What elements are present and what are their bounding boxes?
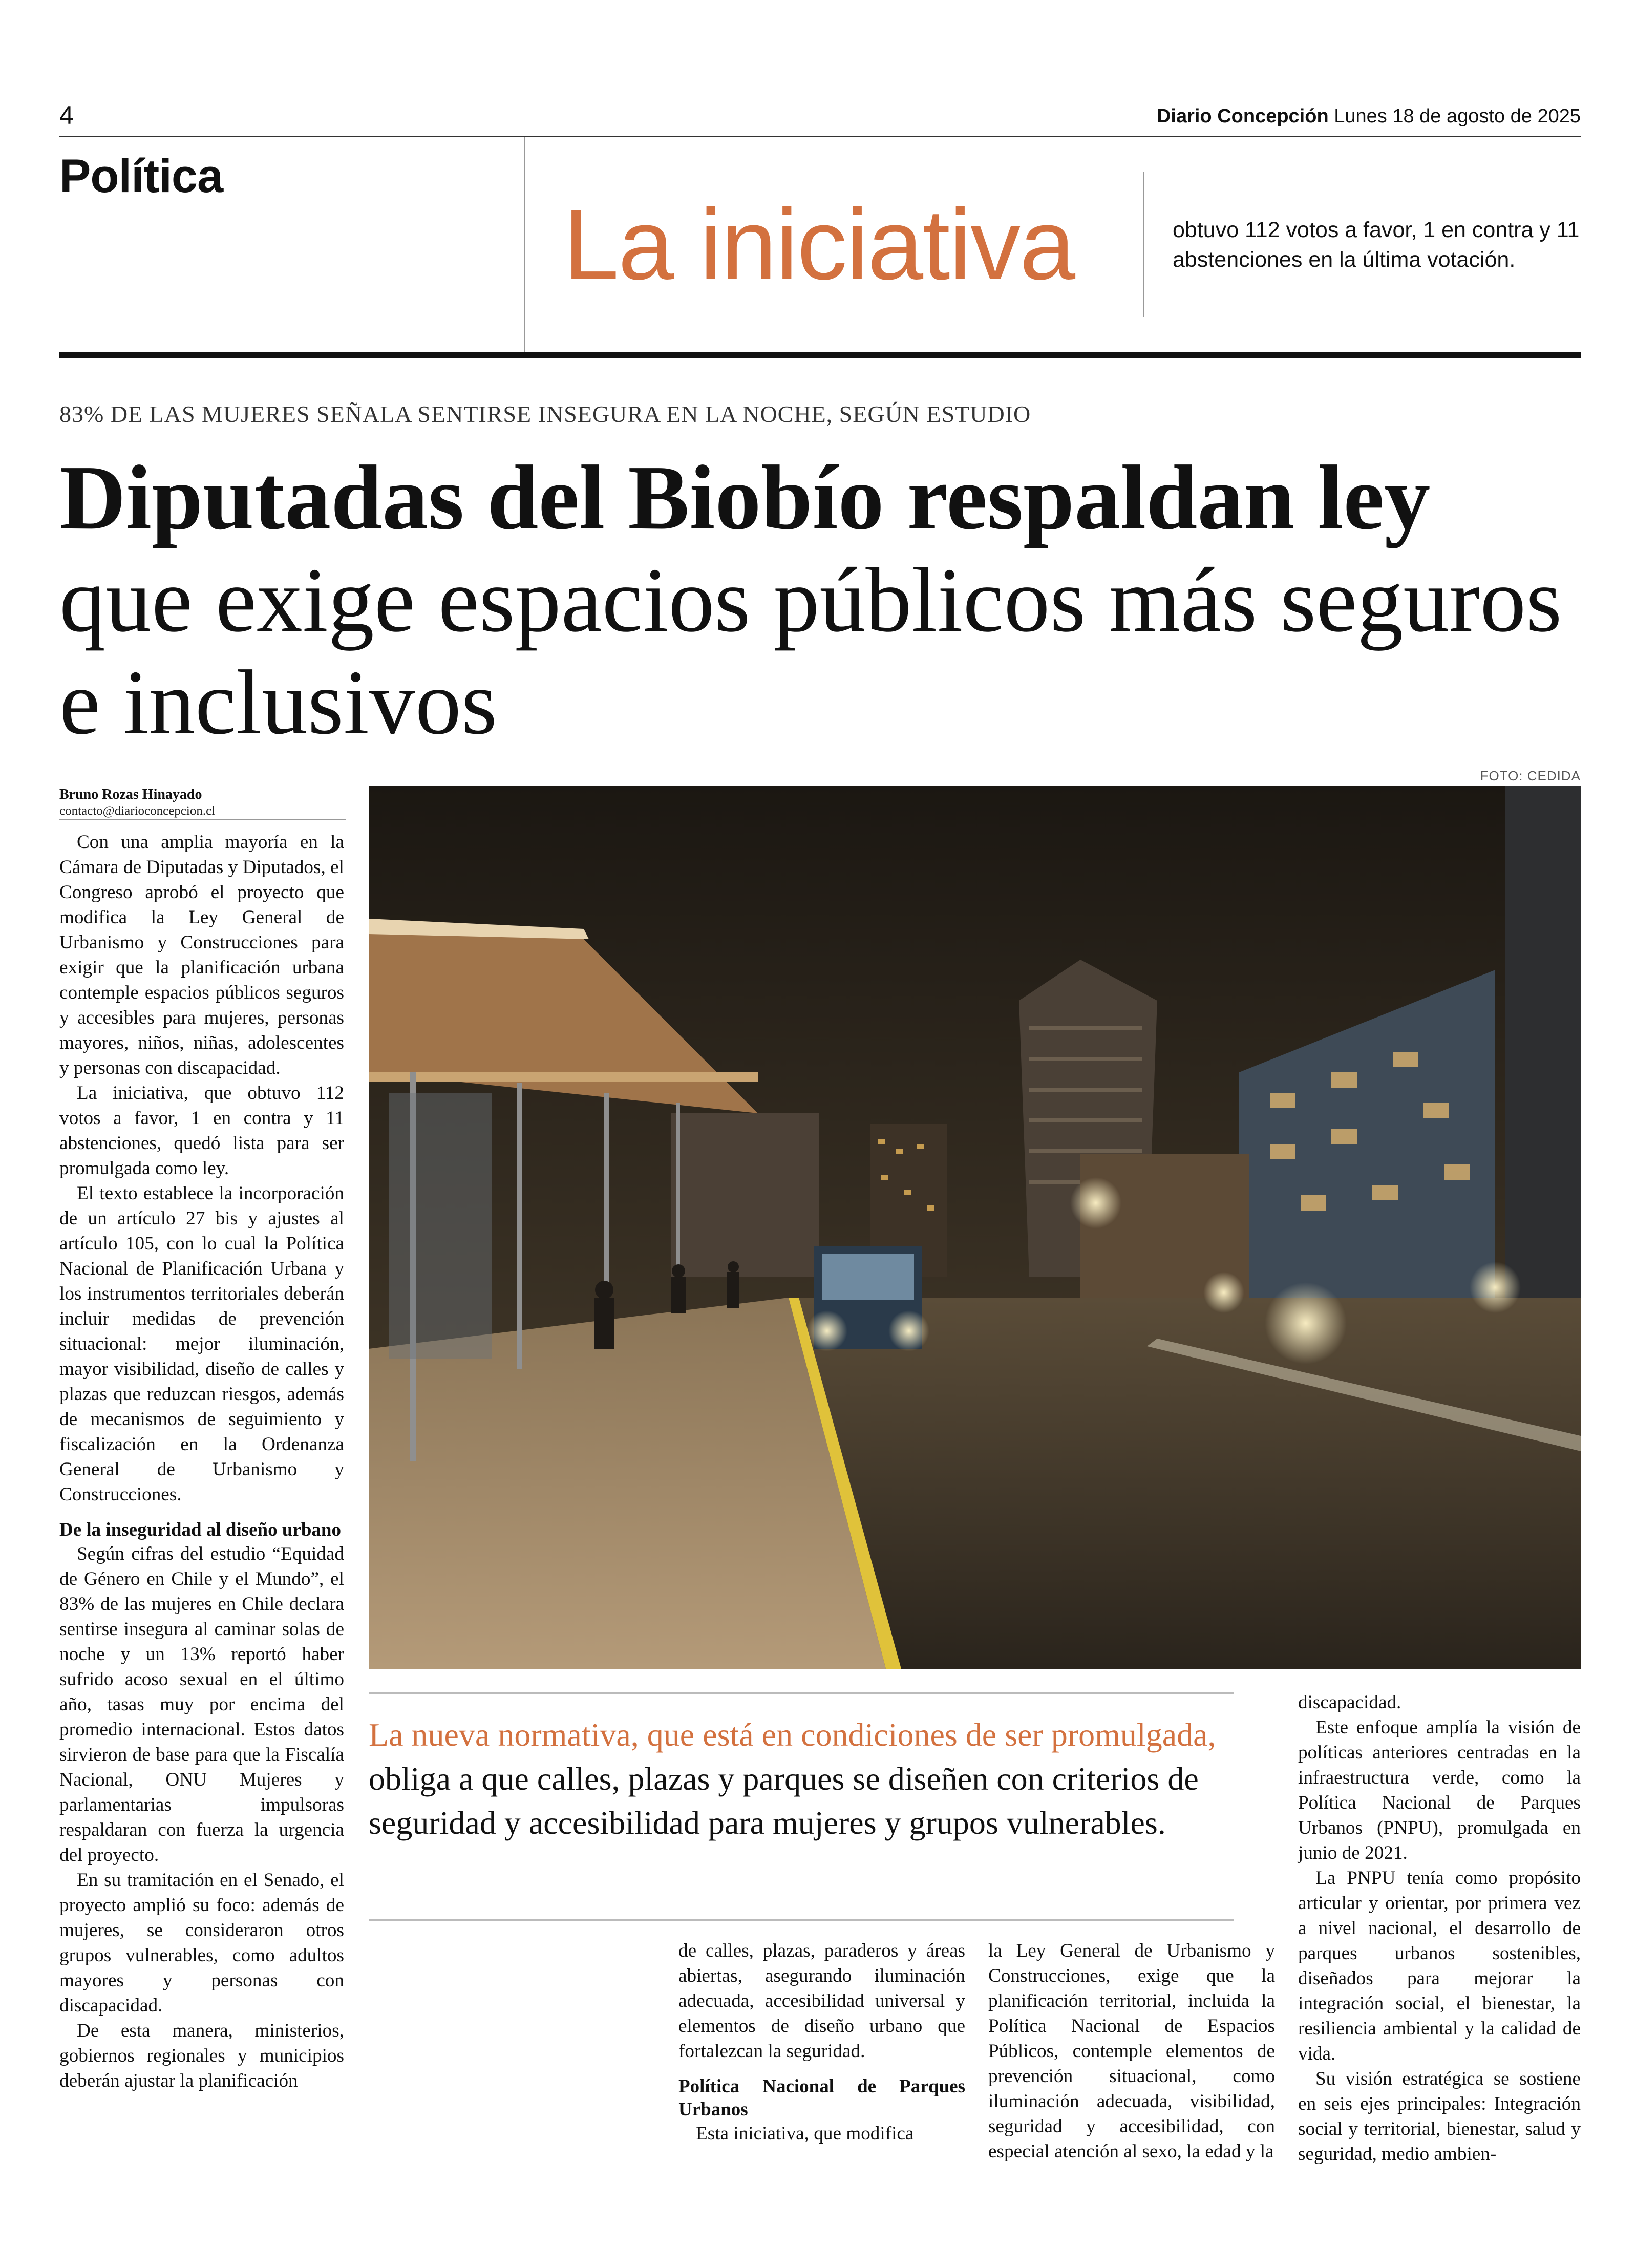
pretitle: 83% DE LAS MUJERES SEÑALA SENTIRSE INSEGURA EN LA NOCHE, SEGÚN ESTUDIO (59, 401, 1031, 427)
header-bottom-rule (59, 352, 1581, 358)
paragraph: discapacidad. (1298, 1692, 1401, 1713)
quote-rule (369, 1692, 1234, 1694)
top-rule (59, 136, 1581, 137)
paragraph: La iniciativa, que obtuvo 112 votos a favor, 1 en contra y 11 abstenciones, quedó lista para ser promulgada como ley. (59, 1083, 344, 1179)
section-label: Política (59, 150, 223, 202)
newspaper-name: Diario Concepción (1156, 105, 1329, 127)
pull-quote-accent: La nueva normativa, que está en condiciones de ser promulgada, (369, 1716, 1216, 1753)
headline-bold: Diputadas del Biobío respaldan ley (59, 447, 1431, 548)
paragraph: de calles, plazas, paraderos y áreas abiertas, asegurando iluminación adecuada, accesibilidad universal y elementos de diseño urbano que fortalezcan la seguridad. (678, 1940, 965, 2062)
quote-rule (369, 1919, 1234, 1921)
subheading: Política Nacional de Parques Urbanos (678, 2076, 965, 2120)
byline (59, 787, 346, 818)
paragraph: El texto establece la incorporación de un artículo 27 bis y ajustes al artículo 105, con lo cual la Política Nacional de Planificación Urbana y los instrumentos territoriales deberán incluir medidas de prevención situacional: mejor iluminación, mayor visibilidad, diseño de calles y plazas que reduzcan riesgos, además de mecanismos de seguimiento y fiscalización en la Ordenanza General de Urbanismo y Construcciones. (59, 1183, 344, 1505)
pull-quote-text: obliga a que calles, plazas y parques se diseñen con criterios de seguridad y accesibilidad para mujeres y grupos vulnerables. (369, 1761, 1199, 1841)
article-column-3 (678, 1938, 965, 2146)
side-kicker: obtuvo 112 votos a favor, 1 en contra y 11 abstenciones en la última votación. (1173, 218, 1580, 272)
pull-quote (369, 1713, 1249, 1845)
article-column-4 (988, 1938, 1275, 2164)
paragraph: Este enfoque amplía la visión de políticas anteriores centradas en la infraestructura verde, como la Política Nacional de Parques Urbanos (PNPU), promulgada en junio de 2021. (1298, 1717, 1581, 1863)
paragraph: Esta iniciativa, que modifica (696, 2123, 914, 2144)
paragraph: La PNPU tenía como propósito articular y orientar, por primera vez a nivel nacional, el desarrollo de parques urbanos sostenibles, diseñados para mejorar la integración social, el bienestar, la resiliencia ambiental y la calidad de vida. (1298, 1868, 1581, 2064)
page-number: 4 (59, 101, 74, 130)
night-street-photo (369, 786, 1581, 1669)
highlight-word: La iniciativa (563, 188, 1075, 301)
header-divider (524, 137, 525, 352)
author-email: contacto@diarioconcepcion.cl (59, 804, 216, 818)
headline (59, 447, 1581, 754)
author-name: Bruno Rozas Hinayado (59, 787, 202, 802)
paragraph: Con una amplia mayoría en la Cámara de Diputadas y Diputados, el Congreso aprobó el proyecto que modifica la Ley General de Urbanismo y Construcciones para exigir que la planificación urbana contemple espacios públicos seguros y accesibles para mujeres, personas mayores, niños, niñas, adolescentes y personas con discapacidad. (59, 832, 344, 1078)
paragraph: Su visión estratégica se sostiene en seis ejes principales: Integración social y territorial, bienestar, salud y seguridad, medio ambien- (1298, 2068, 1581, 2165)
subheading: De la inseguridad al diseño urbano (59, 1519, 341, 1540)
header-divider (1143, 172, 1144, 317)
paragraph: En su tramitación en el Senado, el proyecto amplió su foco: además de mujeres, se consideraron otros grupos vulnerables, como adultos mayores y personas con discapacidad. (59, 1870, 344, 2016)
article-column-5 (1298, 1690, 1581, 2167)
masthead-dateline (1157, 105, 1581, 128)
article-column-1 (59, 830, 344, 2093)
issue-date: Lunes 18 de agosto de 2025 (1334, 105, 1581, 127)
paragraph: De esta manera, ministerios, gobiernos regionales y municipios deberán ajustar la planificación (59, 2020, 344, 2091)
byline-rule (59, 819, 346, 820)
paragraph: Según cifras del estudio “Equidad de Género en Chile y el Mundo”, el 83% de las mujeres en Chile declara sentirse insegura al caminar solas de noche y un 13% reportó haber sufrido acoso sexual en el último año, tasas muy por encima del promedio internacional. Estos datos sirvieron de base para que la Fiscalía Nacional, ONU Mujeres y parlamentarias impulsoras respaldaran con fuerza la urgencia del proyecto. (59, 1543, 344, 1866)
photo-credit: FOTO: CEDIDA (1480, 768, 1581, 783)
headline-regular: que exige espacios públicos más seguros e inclusivos (59, 549, 1562, 753)
paragraph: la Ley General de Urbanismo y Construcciones, exige que la planificación territorial, incluida la Política Nacional de Espacios Públicos, contemple elementos de prevención situacional, como iluminación adecuada, visibilidad, seguridad y accesibilidad, con especial atención al sexo, la edad y la (988, 1940, 1275, 2162)
